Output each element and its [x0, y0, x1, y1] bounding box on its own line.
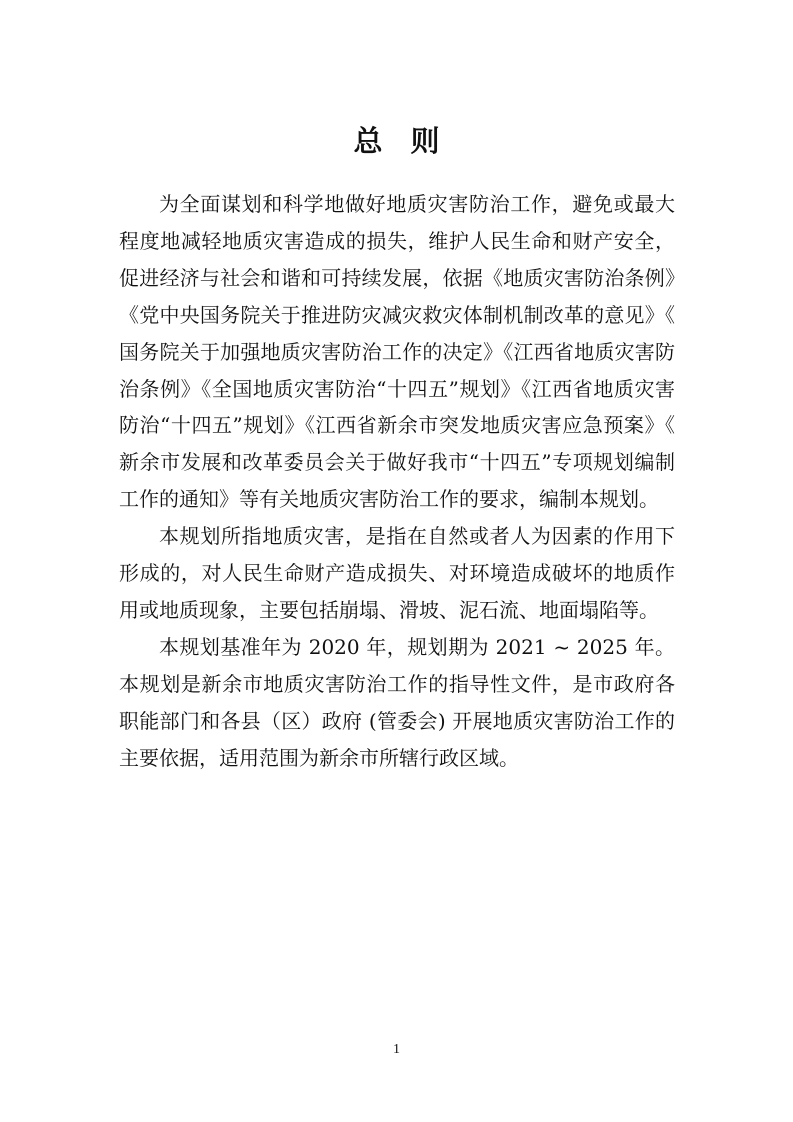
paragraph-scope: 本规划基准年为 2020 年，规划期为 2021 ~ 2025 年。本规划是新余市地质灾害防治工作的指导性文件，是市政府各职能部门和各县（区）政府 (管委会) 开展地质灾害防治工作的主要依据，适用范围为新余市所辖行政区域。	[119, 634, 675, 770]
paragraph-definition: 本规划所指地质灾害，是指在自然或者人为因素的作用下形成的，对人民生命财产造成损失、对环境造成破坏的地质作用或地质现象，主要包括崩塌、滑坡、泥石流、地面塌陷等。	[119, 524, 675, 622]
page-title: 总则	[353, 124, 468, 158]
document-body	[119, 186, 675, 777]
paragraph-purpose: 为全面谋划和科学地做好地质灾害防治工作，避免或最大程度地减轻地质灾害造成的损失，维护人民生命和财产安全，促进经济与社会和谐和可持续发展，依据《地质灾害防治条例》《党中央国务院关于推进防灾减灾救灾体制机制改革的意见》《国务院关于加强地质灾害防治工作的决定》《江西省地质灾害防治条例》《全国地质灾害防治“十四五”规划》《江西省地质灾害防治“十四五”规划》《江西省新余市突发地质灾害应急预案》《新余市发展和改革委员会关于做好我市“十四五”专项规划编制工作的通知》等有关地质灾害防治工作的要求，编制本规划。	[119, 192, 675, 512]
page-number: 1	[393, 1042, 400, 1057]
